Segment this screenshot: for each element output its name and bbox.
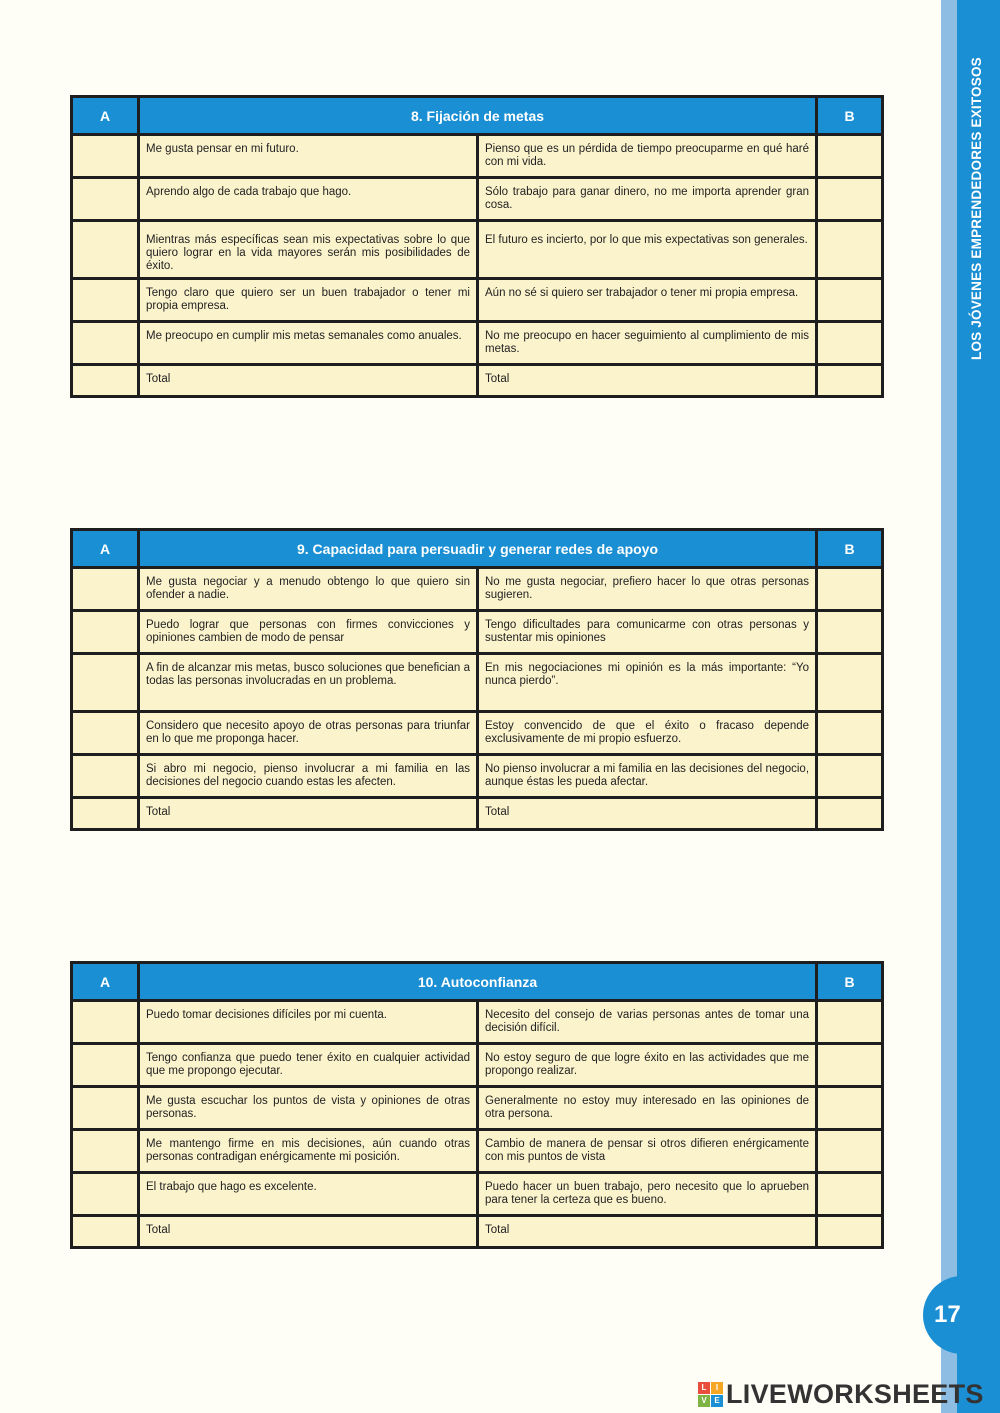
score-b-input-cell[interactable] (817, 712, 883, 755)
table-title: 8. Fijación de metas (139, 97, 817, 135)
statement-a: Me gusta negociar y a menudo obtengo lo que quiero sin ofender a nadie. (139, 568, 478, 611)
statement-b: No me preocupo en hacer seguimiento al cumplimiento de mis metas. (478, 322, 817, 365)
statement-b: Necesito del consejo de varias personas antes de tomar una decisión difícil. (478, 1001, 817, 1044)
score-a-input-cell[interactable] (72, 279, 139, 322)
score-a-input-cell[interactable] (72, 1173, 139, 1216)
table-row (72, 279, 883, 322)
score-a-input[interactable] (73, 1174, 137, 1191)
total-a-input-cell[interactable] (72, 1216, 139, 1248)
score-b-input[interactable] (818, 1002, 881, 1019)
page-number: 17 (934, 1301, 961, 1328)
total-b-input-cell[interactable] (817, 798, 883, 830)
score-a-input[interactable] (73, 1131, 137, 1148)
score-b-input[interactable] (818, 1045, 881, 1062)
score-a-input[interactable] (73, 756, 137, 773)
score-a-input-cell[interactable] (72, 135, 139, 178)
score-a-input[interactable] (73, 1002, 137, 1019)
score-a-input-cell[interactable] (72, 1130, 139, 1173)
table-title: 10. Autoconfianza (139, 963, 817, 1001)
statement-b: El futuro es incierto, por lo que mis expectativas son generales. (478, 221, 817, 279)
total-a-input[interactable] (73, 1217, 137, 1234)
score-a-input[interactable] (73, 323, 137, 340)
total-b-input-cell[interactable] (817, 1216, 883, 1248)
total-row (72, 798, 883, 830)
table-row (72, 1001, 883, 1044)
score-a-input[interactable] (73, 569, 137, 586)
score-a-input[interactable] (73, 1045, 137, 1062)
table-row (72, 712, 883, 755)
statement-b: Sólo trabajo para ganar dinero, no me importa aprender gran cosa. (478, 178, 817, 221)
table-row (72, 1087, 883, 1130)
score-b-input[interactable] (818, 179, 881, 196)
table-row (72, 178, 883, 221)
score-b-input-cell[interactable] (817, 279, 883, 322)
total-label-a: Total (139, 1216, 478, 1248)
score-a-input-cell[interactable] (72, 221, 139, 279)
score-b-input[interactable] (818, 1174, 881, 1191)
statement-a: Considero que necesito apoyo de otras personas para triunfar en lo que me proponga hacer. (139, 712, 478, 755)
liveworksheets-watermark (698, 1379, 984, 1410)
total-label-b: Total (478, 1216, 817, 1248)
score-a-input[interactable] (73, 655, 137, 672)
statement-a: Si abro mi negocio, pienso involucrar a mi familia en las decisiones del negocio cuando estas les afecten. (139, 755, 478, 798)
statement-a: El trabajo que hago es excelente. (139, 1173, 478, 1216)
score-b-input[interactable] (818, 655, 881, 672)
score-b-input[interactable] (818, 1088, 881, 1105)
score-b-input[interactable] (818, 756, 881, 773)
page-number-badge (923, 1276, 1000, 1354)
table-autoconfianza (70, 961, 884, 1249)
total-row (72, 1216, 883, 1248)
table-row (72, 135, 883, 178)
table-row (72, 654, 883, 712)
column-a-header: A (72, 530, 139, 568)
score-a-input[interactable] (73, 280, 137, 297)
logo-letter: E (711, 1395, 723, 1407)
column-a-header: A (72, 963, 139, 1001)
table-row (72, 611, 883, 654)
score-b-input-cell[interactable] (817, 1001, 883, 1044)
statement-a: Me preocupo en cumplir mis metas semanales como anuales. (139, 322, 478, 365)
statement-a: Me gusta pensar en mi futuro. (139, 135, 478, 178)
statement-b: No pienso involucrar a mi familia en las decisiones del negocio, aunque éstas les pueda afectar. (478, 755, 817, 798)
score-b-input-cell[interactable] (817, 755, 883, 798)
statement-b: No me gusta negociar, prefiero hacer lo que otras personas sugieren. (478, 568, 817, 611)
score-b-input-cell[interactable] (817, 1087, 883, 1130)
score-b-input[interactable] (818, 1131, 881, 1148)
column-b-header: B (817, 530, 883, 568)
total-a-input-cell[interactable] (72, 798, 139, 830)
table-row (72, 568, 883, 611)
total-b-input[interactable] (818, 1217, 881, 1234)
score-a-input[interactable] (73, 179, 137, 196)
statement-a: Me gusta escuchar los puntos de vista y opiniones de otras personas. (139, 1087, 478, 1130)
total-label-b: Total (478, 365, 817, 397)
score-b-input[interactable] (818, 713, 881, 730)
score-b-input-cell[interactable] (817, 1130, 883, 1173)
score-b-input[interactable] (818, 136, 881, 153)
score-b-input[interactable] (818, 612, 881, 629)
score-b-input-cell[interactable] (817, 1173, 883, 1216)
statement-b: Cambio de manera de pensar si otros difieren enérgicamente con mis puntos de vista (478, 1130, 817, 1173)
statement-a: Me mantengo firme en mis decisiones, aún cuando otras personas contradigan enérgicamente mi posición. (139, 1130, 478, 1173)
table-fijacion-de-metas (70, 95, 884, 398)
table-header (72, 97, 883, 135)
statement-a: Tengo claro que quiero ser un buen trabajador o tener mi propia empresa. (139, 279, 478, 322)
statement-b: Pienso que es un pérdida de tiempo preocuparme en qué haré con mi vida. (478, 135, 817, 178)
total-b-input-cell[interactable] (817, 365, 883, 397)
score-a-input-cell[interactable] (72, 1087, 139, 1130)
watermark-text: LIVEWORKSHEETS (726, 1379, 984, 1409)
statement-a: Tengo confianza que puedo tener éxito en cualquier actividad que me propongo ejecutar. (139, 1044, 478, 1087)
score-b-input-cell[interactable] (817, 654, 883, 712)
total-a-input[interactable] (73, 366, 137, 383)
logo-letter: I (711, 1382, 723, 1394)
logo-letter: L (698, 1382, 710, 1394)
statement-a: Puedo tomar decisiones difíciles por mi cuenta. (139, 1001, 478, 1044)
score-b-input[interactable] (818, 323, 881, 340)
table-row (72, 755, 883, 798)
statement-a: A fin de alcanzar mis metas, busco soluciones que benefician a todas las personas involucradas en un problema. (139, 654, 478, 712)
statement-b: Tengo dificultades para comunicarme con otras personas y sustentar mis opiniones (478, 611, 817, 654)
table-header (72, 530, 883, 568)
table-title: 9. Capacidad para persuadir y generar redes de apoyo (139, 530, 817, 568)
total-label-b: Total (478, 798, 817, 830)
column-a-header: A (72, 97, 139, 135)
score-a-input-cell[interactable] (72, 712, 139, 755)
total-b-input[interactable] (818, 799, 881, 816)
score-a-input-cell[interactable] (72, 654, 139, 712)
table-capacidad-persuadir (70, 528, 884, 831)
statement-b: En mis negociaciones mi opinión es la más importante: “Yo nunca pierdo”. (478, 654, 817, 712)
logo-letter: V (698, 1395, 710, 1407)
column-b-header: B (817, 963, 883, 1001)
score-a-input-cell[interactable] (72, 611, 139, 654)
statement-b: Puedo hacer un buen trabajo, pero necesito que lo aprueben para tener la certeza que es bueno. (478, 1173, 817, 1216)
score-b-input[interactable] (818, 569, 881, 586)
table-row (72, 322, 883, 365)
score-a-input-cell[interactable] (72, 1044, 139, 1087)
total-label-a: Total (139, 365, 478, 397)
statement-a: Aprendo algo de cada trabajo que hago. (139, 178, 478, 221)
total-b-input[interactable] (818, 366, 881, 383)
score-a-input-cell[interactable] (72, 178, 139, 221)
score-a-input[interactable] (73, 1088, 137, 1105)
score-b-input[interactable] (818, 280, 881, 297)
score-b-input-cell[interactable] (817, 221, 883, 279)
score-a-input-cell[interactable] (72, 568, 139, 611)
statement-b: Aún no sé si quiero ser trabajador o tener mi propia empresa. (478, 279, 817, 322)
total-row (72, 365, 883, 397)
table-row (72, 1173, 883, 1216)
score-b-input-cell[interactable] (817, 322, 883, 365)
liveworksheets-logo-icon (698, 1382, 723, 1407)
total-label-a: Total (139, 798, 478, 830)
score-b-input-cell[interactable] (817, 611, 883, 654)
score-b-input-cell[interactable] (817, 1044, 883, 1087)
statement-b: No estoy seguro de que logre éxito en las actividades que me propongo realizar. (478, 1044, 817, 1087)
statement-b: Generalmente no estoy muy interesado en las opiniones de otra persona. (478, 1087, 817, 1130)
table-row (72, 1044, 883, 1087)
total-a-input[interactable] (73, 799, 137, 816)
statement-a: Mientras más específicas sean mis expectativas sobre lo que quiero lograr en la vida mayores serán mis posibilidades de éxito. (139, 221, 478, 279)
score-a-input-cell[interactable] (72, 755, 139, 798)
total-a-input-cell[interactable] (72, 365, 139, 397)
score-b-input-cell[interactable] (817, 178, 883, 221)
side-banner-light (941, 0, 957, 1413)
score-a-input-cell[interactable] (72, 322, 139, 365)
score-a-input[interactable] (73, 713, 137, 730)
score-b-input-cell[interactable] (817, 568, 883, 611)
statement-a: Puedo lograr que personas con firmes convicciones y opiniones cambien de modo de pensar (139, 611, 478, 654)
table-row (72, 221, 883, 279)
score-a-input[interactable] (73, 136, 137, 153)
score-b-input[interactable] (818, 222, 881, 239)
score-b-input-cell[interactable] (817, 135, 883, 178)
score-a-input[interactable] (73, 222, 137, 239)
table-header (72, 963, 883, 1001)
score-a-input-cell[interactable] (72, 1001, 139, 1044)
column-b-header: B (817, 97, 883, 135)
statement-b: Estoy convencido de que el éxito o fracaso depende exclusivamente de mi propio esfuerzo. (478, 712, 817, 755)
side-banner-title: LOS JÓVENES EMPRENDEDORES EXITOSOS (969, 57, 984, 360)
table-row (72, 1130, 883, 1173)
score-a-input[interactable] (73, 612, 137, 629)
